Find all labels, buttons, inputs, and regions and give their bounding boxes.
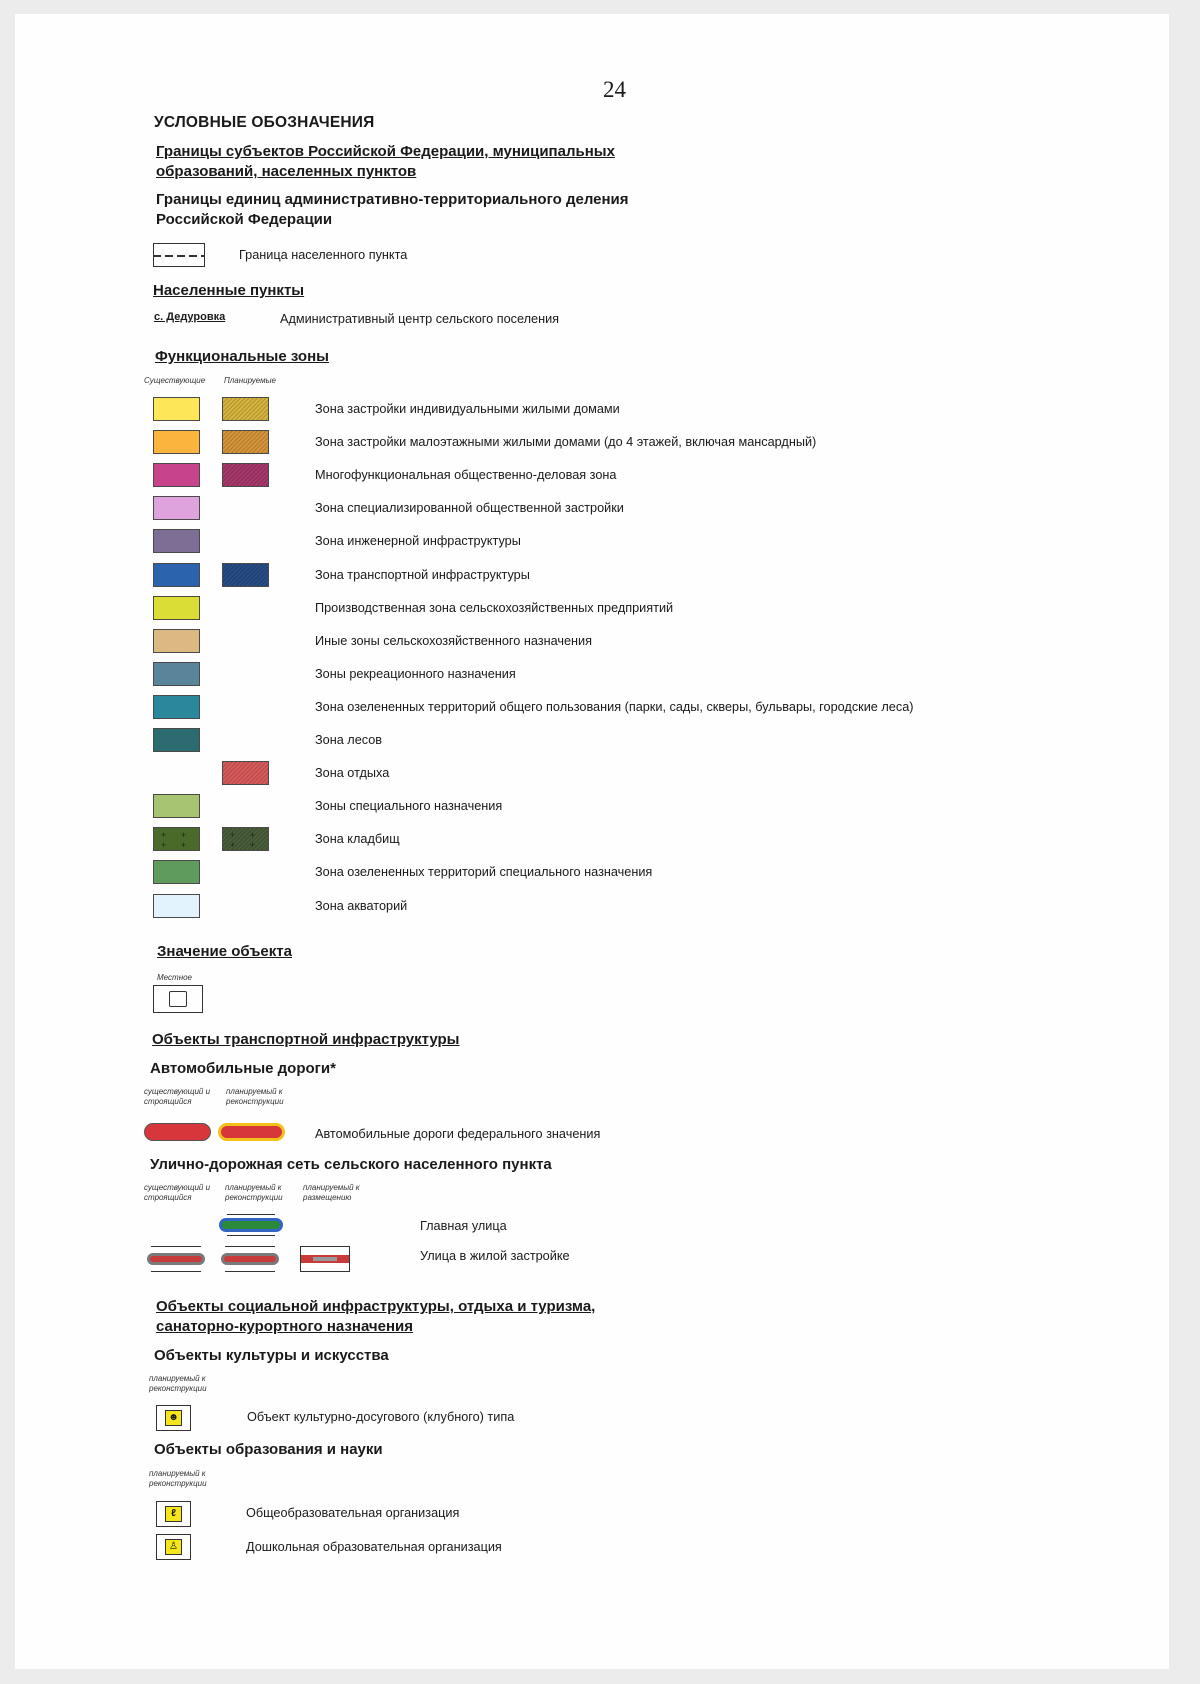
zone-swatch-existing — [153, 596, 200, 620]
zone-label: Зоны рекреационного назначения — [315, 667, 516, 681]
zone-label: Иные зоны сельскохозяйственного назначения — [315, 634, 592, 648]
education-heading: Объекты образования и науки — [154, 1441, 383, 1458]
residential-street-new-symbol — [300, 1246, 350, 1272]
roads-col-planned: планируемый к реконструкции — [226, 1087, 284, 1106]
zone-swatch-existing — [153, 629, 200, 653]
federal-road-existing-symbol — [144, 1123, 211, 1141]
zone-label: Зоны специального назначения — [315, 799, 503, 813]
local-significance-inner — [169, 991, 187, 1007]
zones-col-existing: Существующие — [144, 376, 206, 385]
club-object-symbol — [156, 1405, 191, 1431]
zone-swatch-existing — [153, 397, 200, 421]
streets-col-planned: планируемый к реконструкции — [225, 1183, 283, 1202]
legend-title: УСЛОВНЫЕ ОБОЗНАЧЕНИЯ — [154, 114, 375, 131]
zone-label: Зона лесов — [315, 733, 383, 747]
zone-swatch-existing — [153, 430, 200, 454]
federal-road-label: Автомобильные дороги федерального значения — [315, 1127, 601, 1141]
settlement-border-label: Граница населенного пункта — [239, 248, 408, 262]
child-icon: ♙ — [165, 1539, 182, 1555]
preschool-label: Дошкольная образовательная организация — [246, 1540, 502, 1554]
culture-heading: Объекты культуры и искусства — [154, 1347, 389, 1364]
settlement-admin-center-label: Административный центр сельского поселения — [280, 312, 560, 326]
zone-swatch-existing — [153, 662, 200, 686]
roads-heading: Автомобильные дороги* — [150, 1060, 336, 1077]
zone-swatch-planned — [222, 463, 269, 487]
residential-street-existing-symbol — [147, 1246, 205, 1272]
zone-swatch-existing — [153, 860, 200, 884]
settlement-sample: с. Дедуровка — [154, 311, 226, 323]
zone-swatch-existing — [153, 563, 200, 587]
education-caption: планируемый к реконструкции — [149, 1469, 207, 1488]
zone-swatch-existing — [153, 463, 200, 487]
zone-label: Зона инженерной инфраструктуры — [315, 534, 521, 548]
zone-swatch-existing — [153, 529, 200, 553]
zones-col-planned: Планируемые — [224, 376, 276, 385]
school-desk-icon: ℓ — [165, 1506, 182, 1522]
zone-label: Зона акваторий — [315, 899, 408, 913]
residential-street-label: Улица в жилой застройке — [420, 1249, 570, 1263]
theater-mask-icon: ☻ — [165, 1410, 182, 1426]
borders-heading: Границы субъектов Российской Федерации, муниципальных образований, населенных пунктов — [156, 143, 615, 180]
borders-subheading: Границы единиц административно-территориального деления Российской Федерации — [156, 191, 629, 228]
zone-label: Производственная зона сельскохозяйственных предприятий — [315, 601, 674, 615]
social-heading: Объекты социальной инфраструктуры, отдыха и туризма, санаторно-курортного назначения — [156, 1298, 596, 1335]
zone-swatch-existing — [153, 496, 200, 520]
page-number: 24 — [603, 77, 626, 102]
transport-heading: Объекты транспортной инфраструктуры — [152, 1031, 460, 1048]
zone-swatch-planned — [222, 761, 269, 785]
zone-label: Многофункциональная общественно-деловая зона — [315, 468, 617, 482]
zone-swatch-planned — [222, 430, 269, 454]
main-street-label: Главная улица — [420, 1219, 507, 1233]
zones-heading: Функциональные зоны — [155, 348, 329, 365]
culture-caption: планируемый к реконструкции — [149, 1374, 207, 1393]
settlements-heading: Населенные пункты — [153, 282, 305, 299]
zone-swatch-planned — [222, 563, 269, 587]
zone-label: Зона специализированной общественной застройки — [315, 501, 624, 515]
local-significance-symbol — [153, 985, 203, 1013]
residential-street-planned-symbol — [221, 1246, 279, 1272]
zone-label: Зона транспортной инфраструктуры — [315, 568, 530, 582]
zone-label: Зона застройки индивидуальными жилыми домами — [315, 402, 620, 416]
zone-label: Зона застройки малоэтажными жилыми домами (до 4 этажей, включая мансардный) — [315, 435, 817, 449]
zone-label: Зона кладбищ — [315, 832, 400, 846]
zone-label: Зона озелененных территорий общего пользования (парки, сады, скверы, бульвары, городские леса) — [315, 700, 914, 714]
zone-swatch-existing — [153, 894, 200, 918]
school-label: Общеобразовательная организация — [246, 1506, 460, 1520]
zone-swatch-existing — [153, 695, 200, 719]
zone-swatch-existing — [153, 794, 200, 818]
streets-col-new: планируемый к размещению — [303, 1183, 360, 1202]
roads-col-existing: существующий и строящийся — [144, 1087, 211, 1106]
streets-heading: Улично-дорожная сеть сельского населенного пункта — [150, 1156, 552, 1173]
zone-swatch-existing: + + + + — [153, 827, 200, 851]
zone-label: Зона отдыха — [315, 766, 390, 780]
streets-col-existing: существующий и строящийся — [144, 1183, 211, 1202]
zone-swatch-planned: + + + + — [222, 827, 269, 851]
zone-swatch-existing — [153, 728, 200, 752]
federal-road-planned-symbol — [218, 1123, 285, 1141]
school-symbol — [156, 1501, 191, 1527]
significance-heading: Значение объекта — [157, 943, 292, 960]
club-object-label: Объект культурно-досугового (клубного) типа — [247, 1410, 515, 1424]
settlement-border-symbol — [153, 243, 205, 267]
zone-swatch-planned — [222, 397, 269, 421]
main-street-planned-symbol — [219, 1214, 283, 1236]
significance-caption: Местное — [157, 973, 192, 982]
zone-label: Зона озелененных территорий специального назначения — [315, 865, 653, 879]
preschool-symbol — [156, 1534, 191, 1560]
